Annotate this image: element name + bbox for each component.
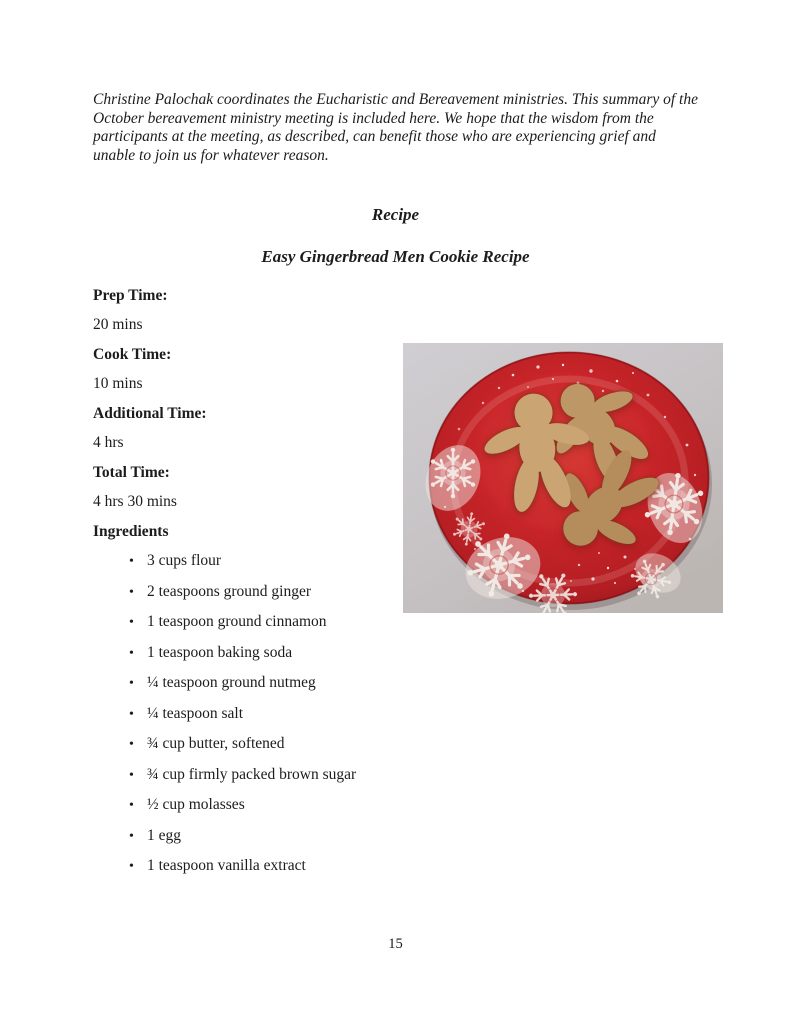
ingredient-item (93, 766, 698, 784)
ingredient-text: ¼ teaspoon ground nutmeg (147, 674, 316, 692)
ingredient-text: 1 teaspoon vanilla extract (147, 857, 306, 875)
ingredient-item (93, 796, 698, 814)
time-value: 4 hrs 30 mins (93, 493, 177, 511)
ingredient-text: ¾ cup butter, softened (147, 735, 285, 753)
bullet-icon: • (129, 554, 134, 570)
time-label: Additional Time: (93, 404, 207, 422)
ingredient-item (93, 735, 698, 753)
bullet-icon: • (129, 615, 134, 631)
bullet-icon: • (129, 828, 134, 844)
ingredient-text: 1 egg (147, 826, 182, 844)
time-value: 10 mins (93, 375, 143, 393)
cookies-photo (403, 343, 723, 613)
time-label: Total Time: (93, 463, 170, 481)
ingredients-heading: Ingredients (93, 522, 169, 540)
intro-paragraph: Christine Palochak coordinates the Eucharistic and Bereavement ministries. This summary of the October bereavement ministry meeting is included here. We hope that the wisdom from the participants at the meeting, as described, can benefit those who are experiencing grief and unable to join us for whatever reason. (93, 91, 698, 164)
bullet-icon: • (129, 676, 134, 692)
time-entry (93, 287, 698, 334)
ingredient-item (93, 674, 698, 692)
ingredient-item (93, 644, 698, 662)
ingredient-text: ¾ cup firmly packed brown sugar (147, 765, 357, 783)
bullet-icon: • (129, 706, 134, 722)
ingredient-item (93, 827, 698, 845)
bullet-icon: • (129, 767, 134, 783)
time-label: Cook Time: (93, 345, 172, 363)
bullet-icon: • (129, 859, 134, 875)
ingredient-text: ¼ teaspoon salt (147, 704, 243, 722)
bullet-icon: • (129, 798, 134, 814)
bullet-icon: • (129, 737, 134, 753)
ingredient-item (93, 857, 698, 875)
time-value: 20 mins (93, 316, 143, 334)
ingredient-text: 2 teaspoons ground ginger (147, 582, 312, 600)
ingredient-item (93, 613, 698, 631)
time-value: 4 hrs (93, 434, 124, 452)
cookies-photo-art (403, 343, 723, 613)
section-title: Recipe (371, 205, 420, 225)
recipe-title: Easy Gingerbread Men Cookie Recipe (261, 247, 530, 267)
ingredient-text: 3 cups flour (147, 552, 222, 570)
ingredient-item (93, 705, 698, 723)
ingredient-text: ½ cup molasses (147, 796, 245, 814)
page-number: 15 (388, 936, 403, 952)
time-label: Prep Time: (93, 286, 168, 304)
ingredient-text: 1 teaspoon baking soda (147, 643, 293, 661)
bullet-icon: • (129, 584, 134, 600)
ingredient-text: 1 teaspoon ground cinnamon (147, 613, 327, 631)
bullet-icon: • (129, 645, 134, 661)
